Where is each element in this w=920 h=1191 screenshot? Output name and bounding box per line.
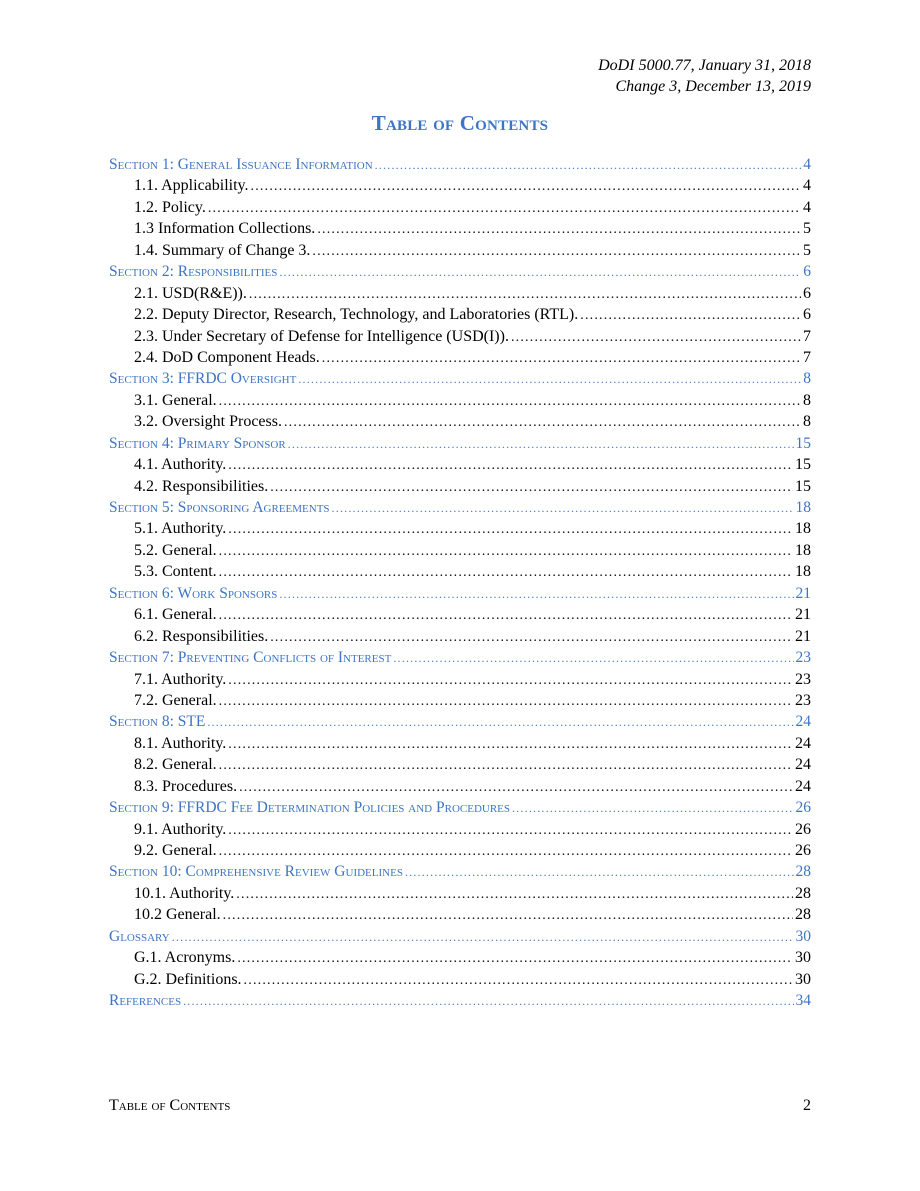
page-title — [0, 111, 920, 136]
toc-entry-label: Section 5: Sponsoring Agreements — [109, 499, 330, 516]
toc-entry-page: 28 — [795, 906, 811, 924]
dot-leader — [219, 544, 793, 560]
toc-section-entry[interactable] — [109, 863, 811, 884]
toc-entry-page: 26 — [795, 842, 811, 859]
toc-section-entry[interactable] — [109, 928, 811, 949]
toc-entry-label: Section 8: STE — [109, 713, 206, 731]
toc-entry-page: 24 — [795, 777, 811, 795]
toc-entry-page: 23 — [795, 670, 811, 688]
toc-section-entry[interactable] — [109, 992, 811, 1013]
toc-entry-label: 5.2. General. — [134, 541, 217, 559]
toc-subsection-entry[interactable] — [109, 906, 811, 927]
toc-subsection-entry[interactable] — [109, 285, 811, 306]
toc-entry-label: 8.1. Authority. — [134, 734, 227, 752]
toc-subsection-entry[interactable] — [109, 606, 811, 627]
toc-entry-label: 4.2. Responsibilities. — [134, 477, 269, 495]
toc-subsection-entry[interactable] — [109, 199, 811, 220]
page-title-text: Table of Contents — [371, 111, 549, 135]
toc-section-entry[interactable] — [109, 713, 811, 734]
dot-leader — [219, 758, 793, 774]
toc-subsection-entry[interactable] — [109, 628, 811, 649]
toc-entry-label: Section 7: Preventing Conflicts of Interest — [109, 649, 392, 667]
toc-entry-page: 30 — [795, 949, 811, 967]
table-of-contents — [109, 156, 811, 1014]
toc-entry-page: 15 — [795, 477, 811, 495]
dot-leader — [375, 158, 802, 173]
dot-leader — [228, 823, 793, 839]
toc-section-entry[interactable] — [109, 263, 811, 284]
toc-subsection-entry[interactable] — [109, 756, 811, 777]
dot-leader — [284, 415, 801, 431]
dot-leader — [207, 715, 793, 730]
dot-leader — [279, 587, 793, 602]
toc-subsection-entry[interactable] — [109, 478, 811, 499]
toc-entry-label: 1.2. Policy. — [134, 198, 206, 216]
dot-leader — [223, 908, 793, 924]
toc-entry-page: 30 — [795, 927, 811, 945]
dot-leader — [249, 287, 801, 303]
dot-leader — [219, 694, 793, 710]
toc-entry-page: 23 — [795, 649, 811, 667]
toc-entry-label: 4.1. Authority. — [134, 456, 227, 474]
toc-entry-label: G.2. Definitions. — [134, 970, 242, 988]
toc-entry-page: 24 — [795, 734, 811, 752]
toc-entry-label: 3.1. General. — [134, 391, 217, 409]
toc-entry-page: 7 — [803, 327, 811, 345]
dot-leader — [317, 222, 801, 238]
toc-entry-label: 1.4. Summary of Change 3. — [134, 241, 311, 259]
toc-entry-page: 4 — [803, 198, 811, 216]
toc-subsection-entry[interactable] — [109, 242, 811, 263]
dot-leader — [219, 394, 801, 410]
toc-entry-label: 2.2. Deputy Director, Research, Technology, and Laboratories (RTL). — [134, 306, 579, 324]
toc-subsection-entry[interactable] — [109, 413, 811, 434]
document-header — [598, 55, 811, 97]
toc-section-entry[interactable] — [109, 156, 811, 177]
toc-entry-label: 1.3 Information Collections. — [134, 220, 316, 238]
toc-entry-page: 24 — [795, 713, 811, 731]
dot-leader — [288, 437, 794, 452]
dot-leader — [228, 737, 793, 753]
dot-leader — [270, 630, 793, 646]
toc-subsection-entry[interactable] — [109, 885, 811, 906]
dot-leader — [322, 351, 801, 367]
dot-leader — [512, 801, 793, 816]
toc-entry-page: 15 — [795, 434, 811, 452]
toc-section-entry[interactable] — [109, 435, 811, 456]
toc-entry-page: 21 — [795, 627, 811, 645]
toc-entry-label: References — [109, 992, 182, 1010]
toc-entry-page: 18 — [795, 541, 811, 559]
toc-section-entry[interactable] — [109, 585, 811, 606]
toc-entry-page: 15 — [795, 456, 811, 474]
toc-entry-label: 2.3. Under Secretary of Defense for Intelligence (USD(I)). — [134, 327, 509, 345]
toc-entry-page: 4 — [803, 177, 811, 195]
toc-entry-label: 8.2. General. — [134, 756, 217, 774]
toc-subsection-entry[interactable] — [109, 520, 811, 541]
page-footer — [109, 1097, 811, 1115]
toc-entry-page: 8 — [803, 413, 811, 431]
toc-entry-page: 6 — [803, 306, 811, 324]
toc-entry-label: Section 3: FFRDC Oversight — [109, 370, 297, 388]
dot-leader — [580, 308, 801, 324]
toc-entry-label: Section 2: Responsibilities — [109, 263, 278, 281]
dot-leader — [208, 201, 801, 217]
header-change: Change 3, December 13, 2019 — [615, 78, 811, 95]
toc-entry-label: 2.1. USD(R&E)). — [134, 284, 247, 302]
dot-leader — [405, 865, 794, 880]
toc-entry-label: Section 4: Primary Sponsor — [109, 434, 286, 452]
toc-entry-page: 28 — [795, 884, 811, 902]
toc-section-entry[interactable] — [109, 370, 811, 391]
toc-subsection-entry[interactable] — [109, 392, 811, 413]
toc-section-entry[interactable] — [109, 499, 811, 520]
toc-entry-label: Section 9: FFRDC Fee Determination Policies and Procedures — [109, 799, 511, 817]
toc-subsection-entry[interactable] — [109, 177, 811, 198]
toc-entry-page: 34 — [795, 992, 811, 1010]
dot-leader — [228, 522, 793, 538]
toc-entry-label: Section 10: Comprehensive Review Guidelines — [109, 863, 403, 881]
toc-entry-page: 26 — [795, 799, 811, 817]
header-doc-id: DoDI 5000.77, January 31, 2018 — [598, 57, 811, 74]
toc-subsection-entry[interactable] — [109, 842, 811, 863]
toc-subsection-entry[interactable] — [109, 778, 811, 799]
dot-leader — [332, 501, 794, 516]
toc-subsection-entry[interactable] — [109, 821, 811, 842]
toc-entry-page: 7 — [803, 348, 811, 366]
toc-entry-label: Section 6: Work Sponsors — [109, 584, 278, 602]
toc-entry-page: 18 — [795, 520, 811, 538]
toc-subsection-entry[interactable] — [109, 349, 811, 370]
toc-entry-page: 30 — [795, 970, 811, 988]
toc-entry-page: 5 — [803, 220, 811, 238]
dot-leader — [244, 973, 793, 989]
toc-entry-label: 5.3. Content. — [134, 563, 217, 581]
toc-entry-label: Section 1: General Issuance Information — [109, 156, 373, 173]
dot-leader — [219, 844, 793, 860]
dot-leader — [511, 330, 801, 346]
dot-leader — [298, 372, 801, 387]
toc-subsection-entry[interactable] — [109, 456, 811, 477]
toc-subsection-entry[interactable] — [109, 542, 811, 563]
toc-entry-label: 6.2. Responsibilities. — [134, 627, 269, 645]
dot-leader — [228, 458, 793, 474]
toc-entry-label: 2.4. DoD Component Heads. — [134, 348, 320, 366]
toc-subsection-entry[interactable] — [109, 220, 811, 241]
toc-subsection-entry[interactable] — [109, 328, 811, 349]
toc-entry-page: 18 — [795, 563, 811, 581]
toc-entry-label: 7.1. Authority. — [134, 670, 227, 688]
dot-leader — [236, 887, 793, 903]
dot-leader — [219, 565, 793, 581]
dot-leader — [219, 608, 793, 624]
toc-subsection-entry[interactable] — [109, 949, 811, 970]
toc-entry-page: 21 — [795, 584, 811, 602]
toc-entry-page: 28 — [795, 863, 811, 881]
toc-entry-label: 9.2. General. — [134, 842, 217, 859]
toc-entry-label: 8.3. Procedures. — [134, 777, 238, 795]
toc-entry-page: 8 — [803, 391, 811, 409]
toc-entry-page: 4 — [803, 156, 811, 173]
toc-entry-label: 5.1. Authority. — [134, 520, 227, 538]
toc-subsection-entry[interactable] — [109, 563, 811, 584]
dot-leader — [172, 930, 794, 945]
footer-page-number: 2 — [803, 1097, 811, 1114]
toc-entry-page: 21 — [795, 606, 811, 624]
dot-leader — [251, 179, 801, 195]
toc-subsection-entry[interactable] — [109, 735, 811, 756]
toc-entry-page: 24 — [795, 756, 811, 774]
toc-entry-label: 10.2 General. — [134, 906, 221, 924]
toc-subsection-entry[interactable] — [109, 971, 811, 992]
dot-leader — [228, 673, 793, 689]
toc-entry-label: 3.2. Oversight Process. — [134, 413, 282, 431]
toc-entry-page: 6 — [803, 284, 811, 302]
toc-section-entry[interactable] — [109, 799, 811, 820]
toc-entry-page: 8 — [803, 370, 811, 388]
toc-entry-page: 18 — [795, 499, 811, 516]
footer-title: Table of Contents — [109, 1097, 231, 1114]
toc-entry-label: G.1. Acronyms. — [134, 949, 236, 967]
dot-leader — [237, 951, 793, 967]
dot-leader — [270, 480, 793, 496]
dot-leader — [312, 244, 801, 260]
toc-entry-page: 23 — [795, 691, 811, 709]
toc-subsection-entry[interactable] — [109, 306, 811, 327]
toc-subsection-entry[interactable] — [109, 671, 811, 692]
toc-entry-label: 1.1. Applicability. — [134, 177, 249, 195]
toc-entry-label: 7.2. General. — [134, 691, 217, 709]
dot-leader — [183, 994, 793, 1009]
dot-leader — [279, 265, 801, 280]
dot-leader — [239, 780, 793, 796]
toc-entry-page: 6 — [803, 263, 811, 281]
dot-leader — [393, 651, 793, 666]
toc-section-entry[interactable] — [109, 649, 811, 670]
toc-entry-label: 9.1. Authority. — [134, 820, 227, 838]
toc-subsection-entry[interactable] — [109, 692, 811, 713]
toc-entry-page: 5 — [803, 241, 811, 259]
toc-entry-page: 26 — [795, 820, 811, 838]
toc-entry-label: Glossary — [109, 927, 170, 945]
toc-entry-label: 10.1. Authority. — [134, 884, 235, 902]
toc-entry-label: 6.1. General. — [134, 606, 217, 624]
